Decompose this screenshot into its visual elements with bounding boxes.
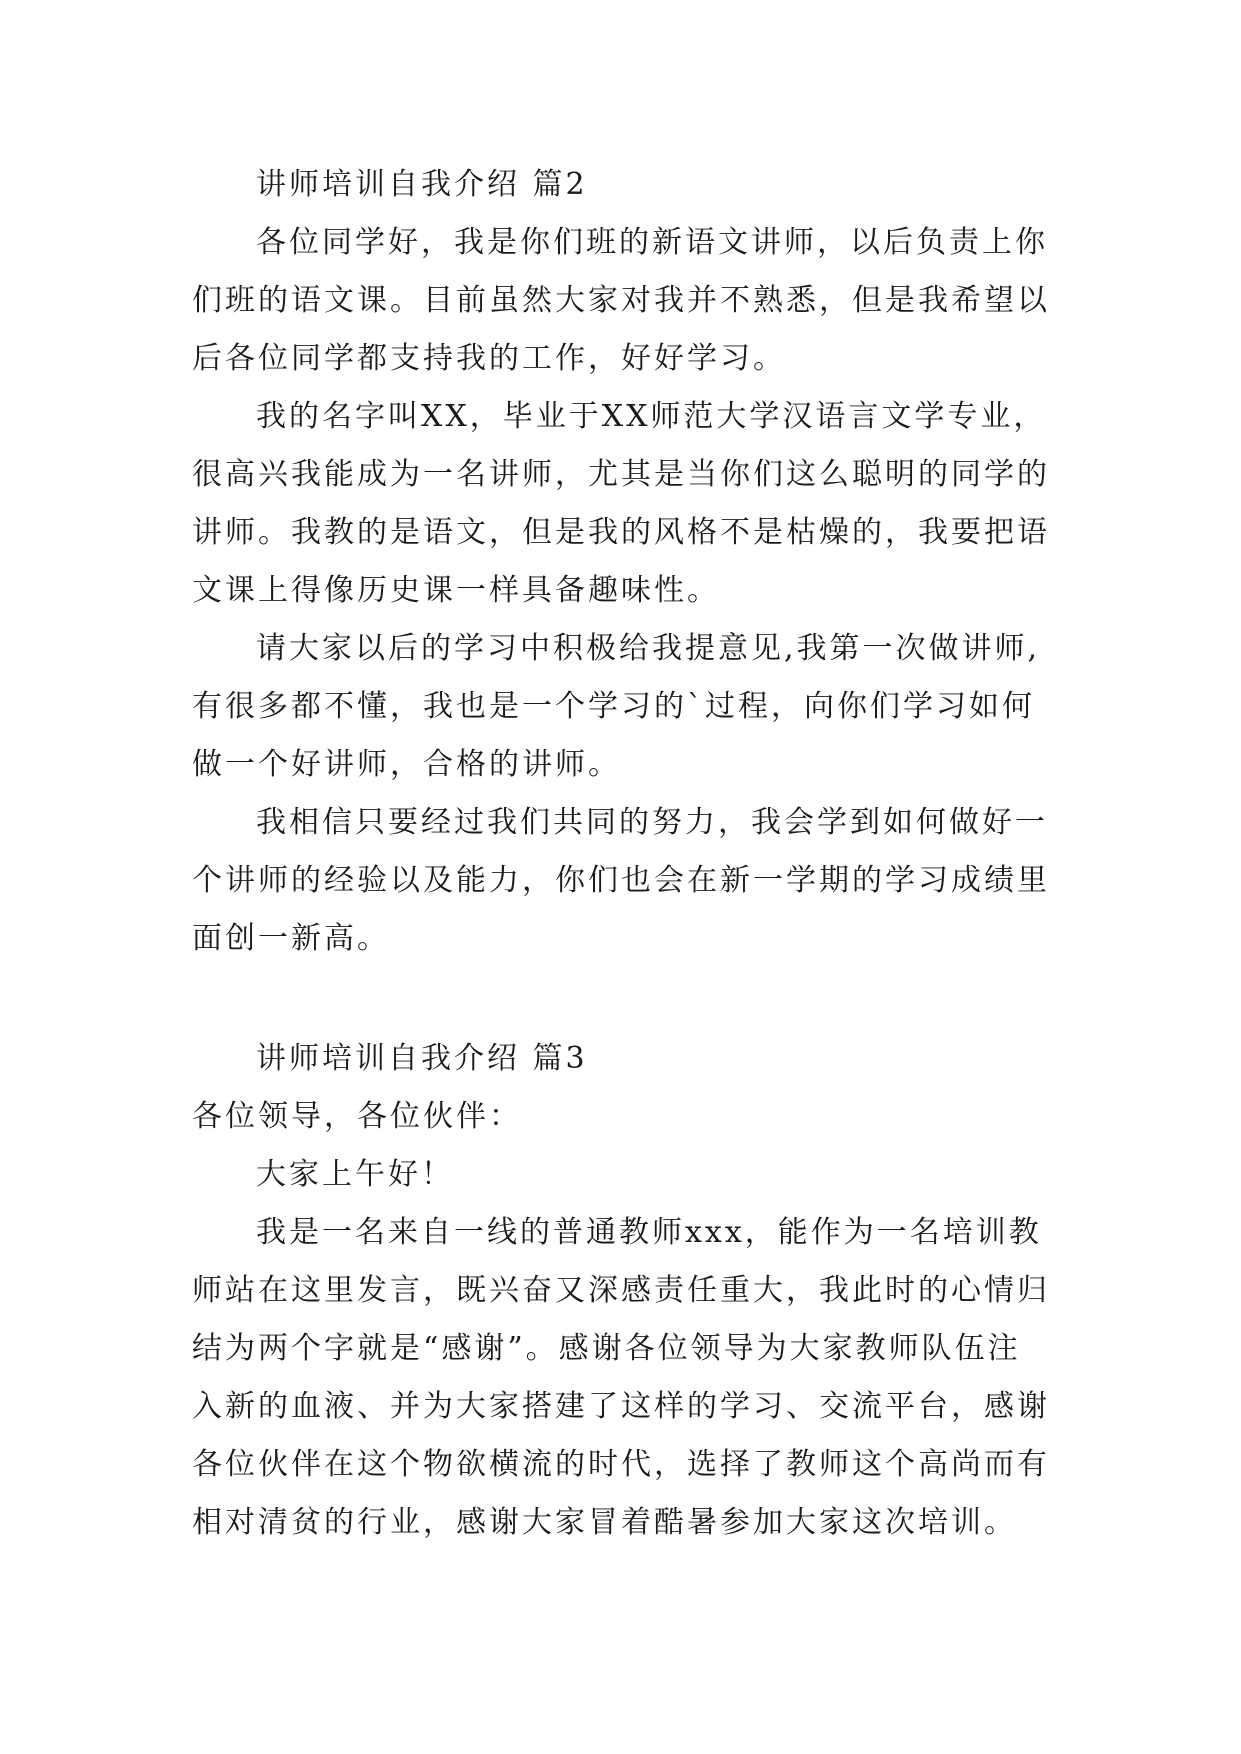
text-line: 后各位同学都支持我的工作，好好学习。 — [192, 341, 786, 376]
text-line: 很高兴我能成为一名讲师，尤其是当你们这么聪明的同学的 — [192, 457, 1050, 492]
section-spacer — [192, 968, 1052, 1030]
text-line: 我是一名来自一线的普通教师xxx，能作为一名培训教 — [256, 1215, 1042, 1250]
text-line: 我的名字叫XX，毕业于XX师范大学汉语言文学专业， — [256, 399, 1047, 434]
text-line: 文课上得像历史课一样具备趣味性。 — [192, 573, 720, 608]
text-line: 们班的语文课。目前虽然大家对我并不熟悉，但是我希望以 — [192, 283, 1050, 318]
section-2-heading: 讲师培训自我介绍 篇2 — [256, 167, 588, 202]
text-line: 师站在这里发言，既兴奋又深感责任重大，我此时的心情归 — [192, 1273, 1050, 1308]
section-2-paragraph-2 — [192, 388, 1052, 620]
text-line: 个讲师的经验以及能力，你们也会在新一学期的学习成绩里 — [192, 863, 1050, 898]
text-line: 入新的血液、并为大家搭建了这样的学习、交流平台，感谢 — [192, 1389, 1050, 1424]
text-line: 做一个好讲师，合格的讲师。 — [192, 747, 621, 782]
section-2-paragraph-4 — [192, 794, 1052, 968]
section-2-paragraph-3 — [192, 620, 1052, 794]
section-3 — [192, 1030, 1052, 1552]
text-line: 各位伙伴在这个物欲横流的时代，选择了教师这个高尚而有 — [192, 1447, 1050, 1482]
greeting: 大家上午好！ — [256, 1157, 454, 1192]
text-line: 结为两个字就是“感谢”。感谢各位领导为大家教师队伍注 — [192, 1331, 1021, 1366]
section-2-paragraph-1 — [192, 214, 1052, 388]
text-line: 相对清贫的行业，感谢大家冒着酷暑参加大家这次培训。 — [192, 1505, 1017, 1540]
section-2 — [192, 156, 1052, 968]
section-3-paragraph-1 — [192, 1204, 1052, 1552]
text-line: 讲师。我教的是语文，但是我的风格不是枯燥的，我要把语 — [192, 515, 1050, 550]
text-line: 各位同学好，我是你们班的新语文讲师，以后负责上你 — [256, 225, 1048, 260]
text-line: 面创一新高。 — [192, 921, 390, 956]
text-line: 有很多都不懂，我也是一个学习的`过程，向你们学习如何 — [192, 689, 1035, 724]
text-line: 请大家以后的学习中积极给我提意见,我第一次做讲师, — [256, 631, 1041, 666]
section-3-heading: 讲师培训自我介绍 篇3 — [256, 1041, 588, 1076]
document-body — [192, 156, 1052, 1552]
salutation: 各位领导，各位伙伴： — [192, 1099, 522, 1134]
text-line: 我相信只要经过我们共同的努力，我会学到如何做好一 — [256, 805, 1048, 840]
